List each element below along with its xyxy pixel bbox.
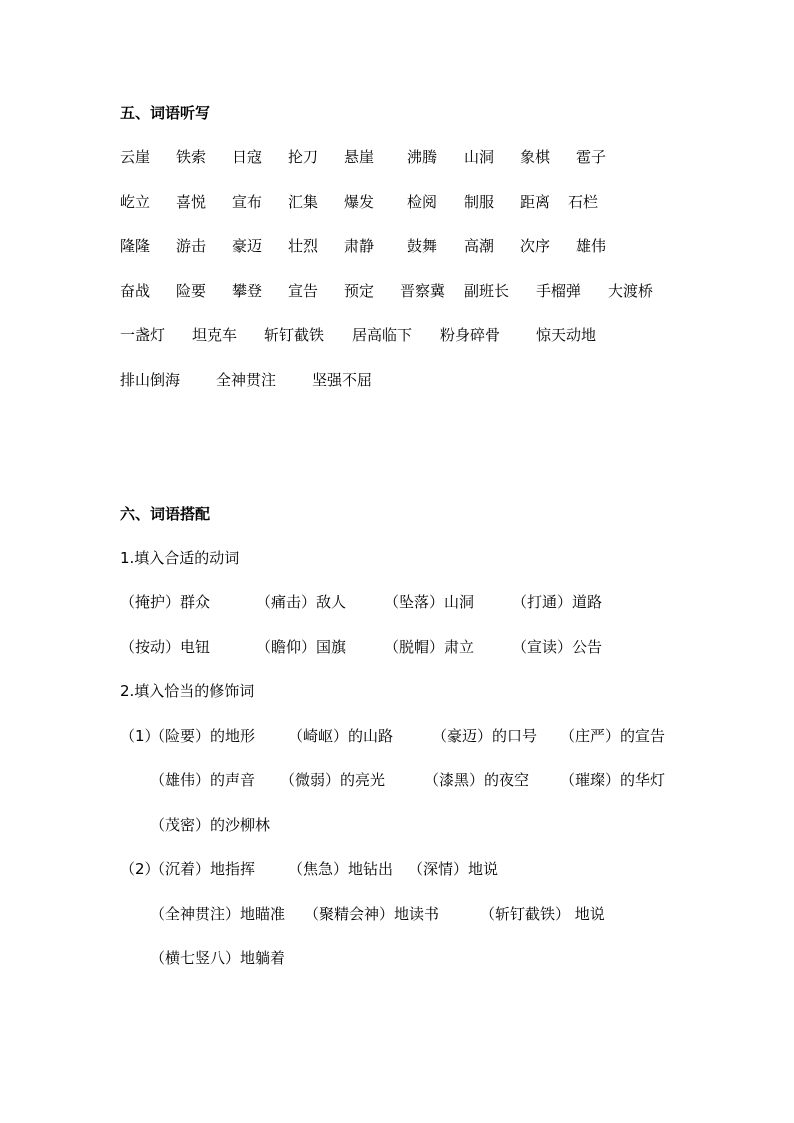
phrase: （痛击）敌人 <box>256 593 347 611</box>
word: 日寇 <box>232 148 263 166</box>
word: 爆发 <box>344 193 375 211</box>
word: 副班长 <box>464 282 510 300</box>
word: 斩钉截铁 <box>264 326 325 344</box>
word: 居高临下 <box>352 326 413 344</box>
phrase: （雄伟）的声音 <box>150 771 256 789</box>
word: 宣布 <box>232 193 263 211</box>
phrase: （豪迈）的口号 <box>432 727 538 745</box>
phrase: （坠落）山洞 <box>384 593 475 611</box>
phrase: （斩钉截铁） 地说 <box>480 905 605 923</box>
word: 石栏 <box>568 193 599 211</box>
word: 粉身碎骨 <box>440 326 501 344</box>
word: 距离 <box>520 193 551 211</box>
word: 检阅 <box>407 193 438 211</box>
word: 壮烈 <box>288 237 319 255</box>
phrase: （打通）道路 <box>512 593 603 611</box>
word: 山洞 <box>464 148 495 166</box>
word: 惊天动地 <box>536 326 597 344</box>
word: 豪迈 <box>232 237 263 255</box>
section5-title: 五、词语听写 <box>120 104 211 122</box>
word: 全神贯注 <box>216 371 277 389</box>
word: 坚强不屈 <box>312 371 373 389</box>
part1-label: 1.填入合适的动词 <box>120 549 240 567</box>
word: 沸腾 <box>407 148 438 166</box>
phrase: （瞻仰）国旗 <box>256 638 347 656</box>
group-marker: （2） <box>120 860 160 878</box>
word: 雹子 <box>576 148 607 166</box>
word: 晋察冀 <box>400 282 446 300</box>
word: 大渡桥 <box>608 282 654 300</box>
word: 预定 <box>344 282 375 300</box>
word: 高潮 <box>464 237 495 255</box>
phrase: （按动）电钮 <box>120 638 211 656</box>
phrase: （险要）的地形 <box>150 727 256 745</box>
word: 坦克车 <box>192 326 238 344</box>
phrase: （宣读）公告 <box>512 638 603 656</box>
group-marker: （1） <box>120 727 160 745</box>
word: 一盏灯 <box>120 326 166 344</box>
word: 排山倒海 <box>120 371 181 389</box>
phrase: （漆黑）的夜空 <box>424 771 530 789</box>
word: 攀登 <box>232 282 263 300</box>
word: 手榴弹 <box>536 282 582 300</box>
phrase: （微弱）的亮光 <box>280 771 386 789</box>
word: 抡刀 <box>288 148 319 166</box>
phrase: （沉着）地指挥 <box>150 860 256 878</box>
word: 鼓舞 <box>407 237 438 255</box>
word: 汇集 <box>288 193 319 211</box>
word: 游击 <box>176 237 207 255</box>
word: 雄伟 <box>576 237 607 255</box>
word: 险要 <box>176 282 207 300</box>
phrase: （聚精会神）地读书 <box>304 905 440 923</box>
phrase: （崎岖）的山路 <box>288 727 394 745</box>
word: 宣告 <box>288 282 319 300</box>
phrase: （脱帽）肃立 <box>384 638 475 656</box>
word: 奋战 <box>120 282 151 300</box>
word: 隆隆 <box>120 237 151 255</box>
phrase: （庄严）的宣告 <box>560 727 666 745</box>
phrase: （掩护）群众 <box>120 593 211 611</box>
phrase: （焦急）地钻出 <box>288 860 394 878</box>
phrase: （全神贯注）地瞄准 <box>150 905 286 923</box>
part2-label: 2.填入恰当的修饰词 <box>120 682 255 700</box>
word: 象棋 <box>520 148 551 166</box>
phrase: （茂密）的沙柳林 <box>150 816 271 834</box>
phrase: （深情）地说 <box>408 860 499 878</box>
word: 悬崖 <box>344 148 375 166</box>
word: 喜悦 <box>176 193 207 211</box>
word: 肃静 <box>344 237 375 255</box>
word: 云崖 <box>120 148 151 166</box>
word: 铁索 <box>176 148 207 166</box>
word: 次序 <box>520 237 551 255</box>
section6-title: 六、词语搭配 <box>120 505 211 523</box>
phrase: （横七竖八）地躺着 <box>150 949 286 967</box>
phrase: （璀璨）的华灯 <box>560 771 666 789</box>
word: 屹立 <box>120 193 151 211</box>
word: 制服 <box>464 193 495 211</box>
